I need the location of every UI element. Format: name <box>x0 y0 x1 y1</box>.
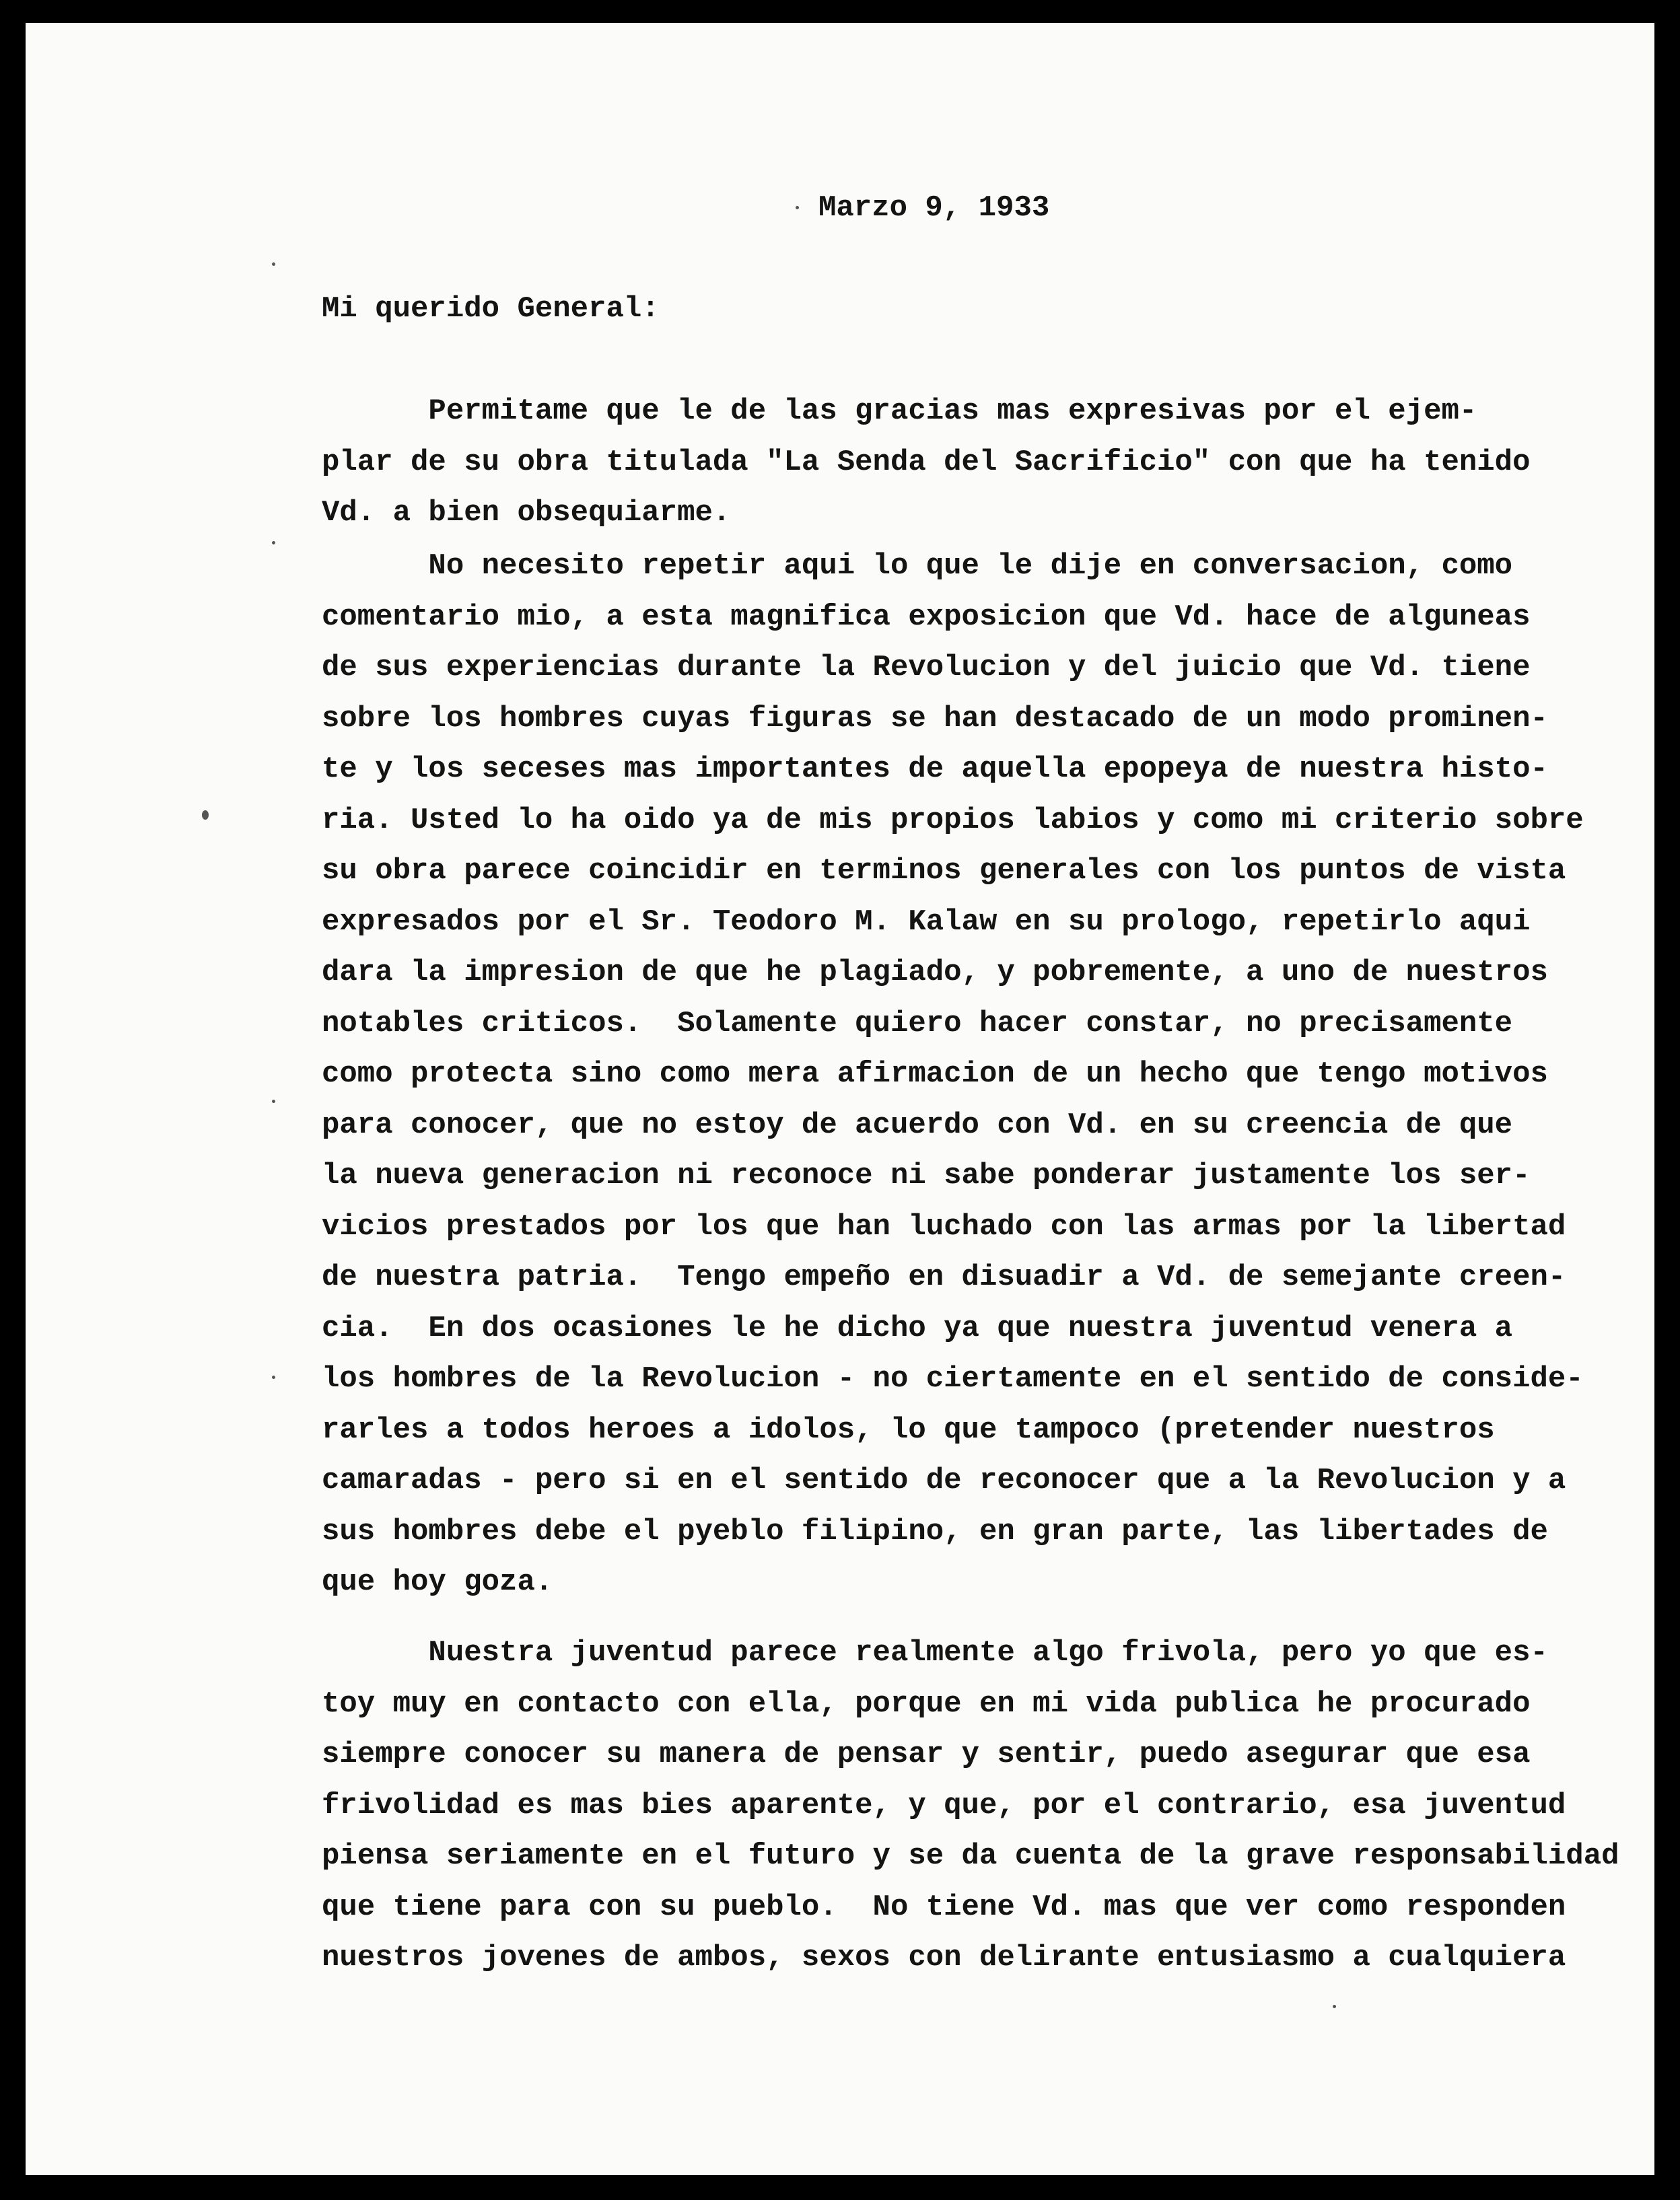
text-line: sus hombres debe el pyeblo filipino, en gran parte, las libertades de <box>322 1514 1548 1549</box>
text-line: su obra parece coincidir en terminos generales con los puntos de vista <box>322 854 1566 888</box>
text-line: ria. Usted lo ha oido ya de mis propios labios y como mi criterio sobre <box>322 803 1584 837</box>
text-line: camaradas - pero si en el sentido de reconocer que a la Revolucion y a <box>322 1464 1566 1497</box>
paragraph-3 <box>322 1628 1619 1984</box>
text-line: No necesito repetir aqui lo que le dije en conversacion, como <box>322 549 1513 583</box>
text-line: de sus experiencias durante la Revolucion y del juicio que Vd. tiene <box>322 651 1531 684</box>
scan-speck <box>796 206 799 209</box>
text-line: dara la impresion de que he plagiado, y pobremente, a uno de nuestros <box>322 956 1548 989</box>
text-line: frivolidad es mas bies aparente, y que, por el contrario, esa juventud <box>322 1788 1566 1822</box>
scan-speck <box>272 262 275 266</box>
text-line: vicios prestados por los que han luchado con las armas por la libertad <box>322 1209 1566 1244</box>
text-line: sobre los hombres cuyas figuras se han destacado de un modo prominen- <box>322 701 1548 736</box>
text-line: piensa seriamente en el futuro y se da cuenta de la grave responsabilidad <box>322 1839 1619 1873</box>
letter-date: Marzo 9, 1933 <box>818 191 1050 225</box>
document-page <box>26 23 1654 2175</box>
text-line: siempre conocer su manera de pensar y sentir, puedo asegurar que esa <box>322 1738 1531 1771</box>
scan-speck <box>272 1376 275 1379</box>
text-line: nuestros jovenes de ambos, sexos con delirante entusiasmo a cualquiera <box>322 1941 1566 1975</box>
scan-speck <box>272 1100 275 1103</box>
text-line: que tiene para con su pueblo. No tiene Vd. mas que ver como responden <box>322 1890 1566 1924</box>
text-line: Permitame que le de las gracias mas expresivas por el ejem- <box>322 394 1477 428</box>
text-line: de nuestra patria. Tengo empeño en disuadir a Vd. de semejante creen- <box>322 1261 1566 1294</box>
text-line: los hombres de la Revolucion - no ciertamente en el sentido de conside- <box>322 1362 1584 1396</box>
text-line: notables criticos. Solamente quiero hacer constar, no precisamente <box>322 1006 1513 1040</box>
paragraph-2 <box>322 541 1584 1608</box>
text-line: como protecta sino como mera afirmacion de un hecho que tengo motivos <box>322 1057 1548 1091</box>
text-line: para conocer, que no estoy de acuerdo con Vd. en su creencia de que <box>322 1108 1513 1142</box>
text-line: comentario mio, a esta magnifica exposicion que Vd. hace de alguneas <box>322 600 1531 634</box>
scan-speck <box>202 810 209 820</box>
scan-speck <box>272 541 275 544</box>
text-line: te y los seceses mas importantes de aquella epopeya de nuestra histo- <box>322 752 1548 786</box>
scan-speck <box>1333 2005 1336 2008</box>
text-line: que hoy goza. <box>322 1565 553 1599</box>
text-line: cia. En dos ocasiones le he dicho ya que nuestra juventud venera a <box>322 1311 1513 1345</box>
text-line: expresados por el Sr. Teodoro M. Kalaw en su prologo, repetirlo aqui <box>322 904 1531 939</box>
text-line: la nueva generacion ni reconoce ni sabe ponderar justamente los ser- <box>322 1159 1531 1193</box>
text-line: plar de su obra titulada "La Senda del Sacrificio" con que ha tenido <box>322 445 1531 479</box>
text-line: toy muy en contacto con ella, porque en mi vida publica he procurado <box>322 1687 1531 1721</box>
text-line: Vd. a bien obsequiarme. <box>322 496 731 530</box>
text-line: Nuestra juventud parece realmente algo frivola, pero yo que es- <box>322 1636 1548 1670</box>
paragraph-1 <box>322 386 1531 539</box>
text-line: rarles a todos heroes a idolos, lo que tampoco (pretender nuestros <box>322 1413 1495 1447</box>
letter-salutation: Mi querido General: <box>322 292 660 326</box>
